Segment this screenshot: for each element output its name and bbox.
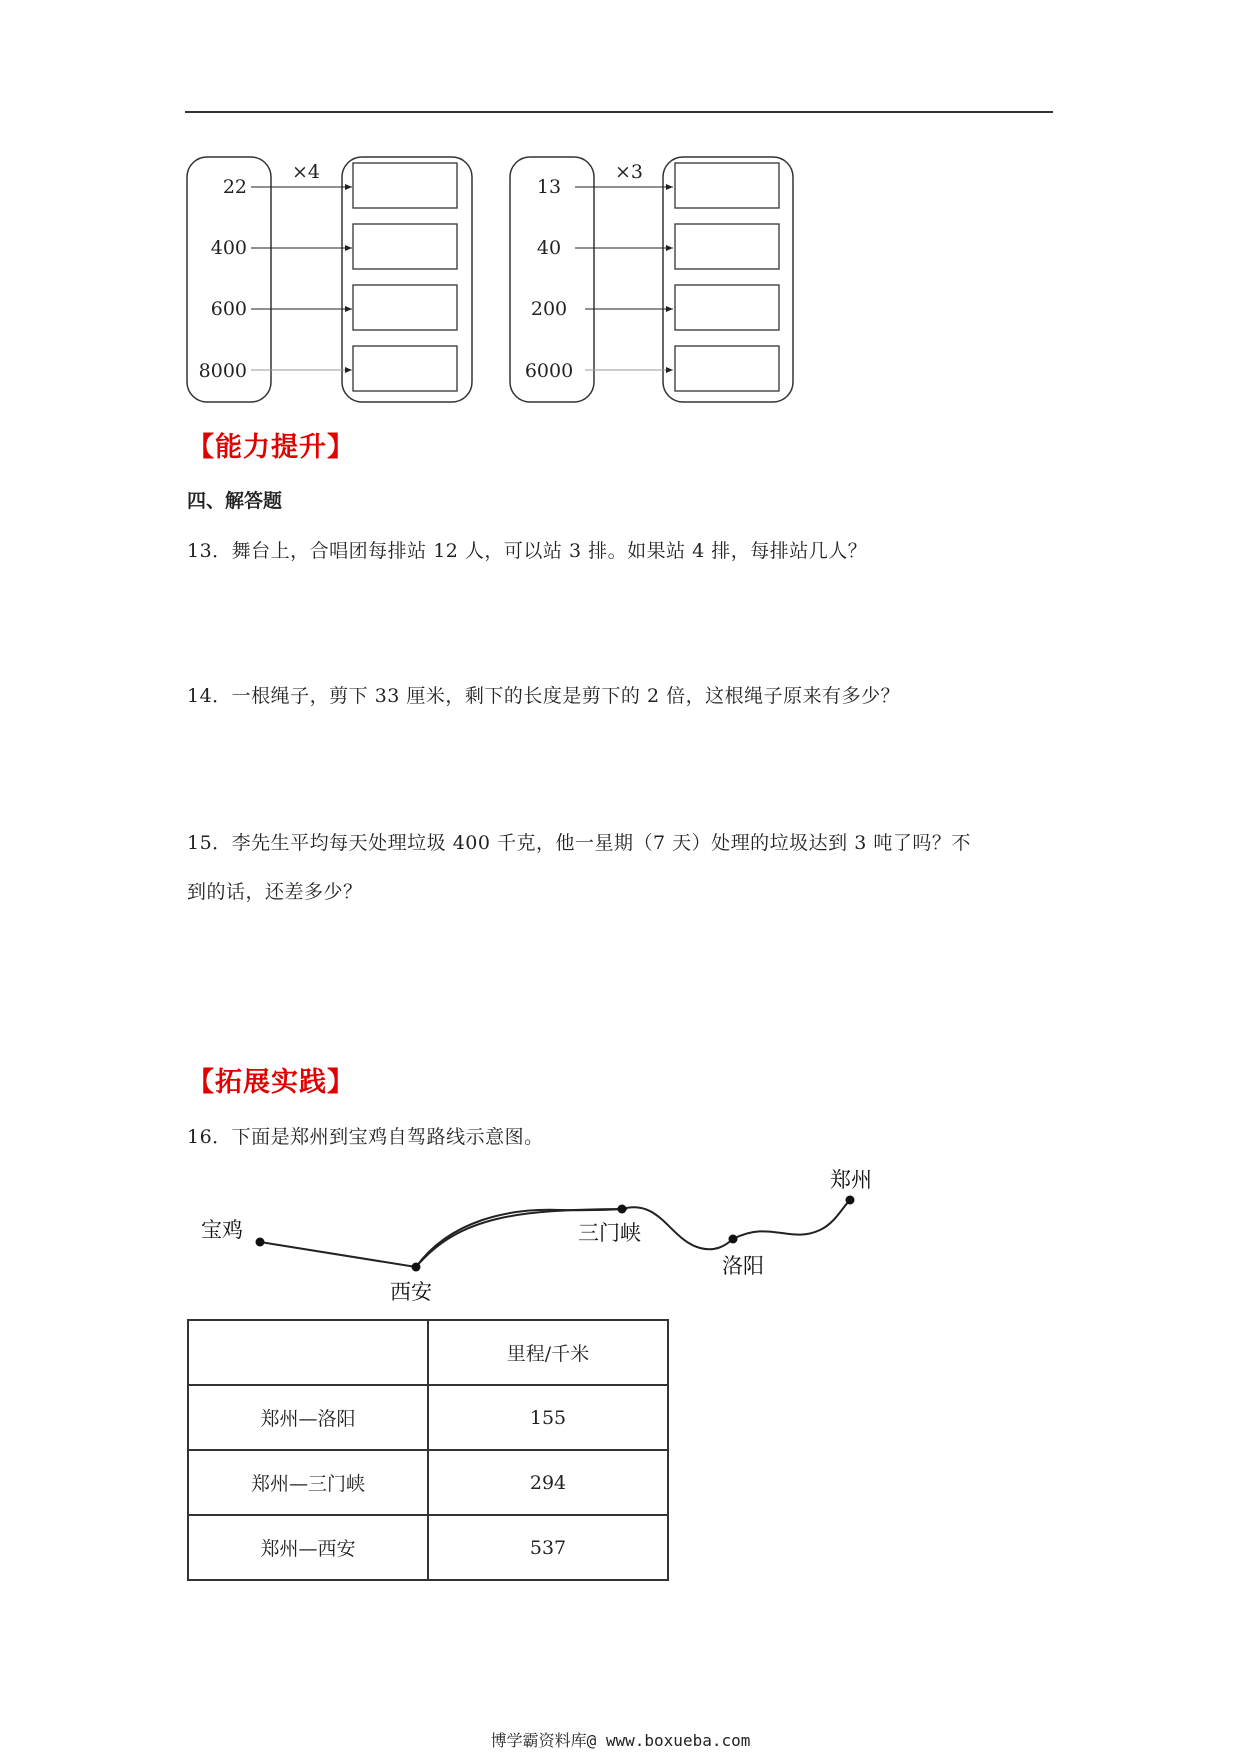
operator-label: ×4 bbox=[292, 161, 321, 183]
station-label-zhengzhou: 郑州 bbox=[830, 1168, 872, 1192]
table-cell bbox=[188, 1320, 428, 1385]
question-15-line-1: 15．李先生平均每天处理垃圾 400 千克，他一星期（7 天）处理的垃圾达到 3 吨了吗？不 bbox=[187, 832, 971, 854]
table-header-row bbox=[188, 1320, 668, 1385]
question-13: 13．舞台上，合唱团每排站 12 人，可以站 3 排。如果站 4 排，每排站几人？ bbox=[187, 540, 868, 562]
table-row bbox=[188, 1515, 668, 1580]
section-ability-title: 【能力提升】 bbox=[187, 432, 355, 463]
input-value: 22 bbox=[222, 176, 247, 198]
operator-label: ×3 bbox=[615, 161, 644, 183]
question-14: 14．一根绳子，剪下 33 厘米，剩下的长度是剪下的 2 倍，这根绳子原来有多少？ bbox=[187, 685, 901, 707]
table-cell: 郑州—洛阳 bbox=[188, 1385, 428, 1450]
distance-table bbox=[187, 1319, 669, 1581]
station-dot bbox=[618, 1205, 627, 1214]
table-row bbox=[188, 1450, 668, 1515]
input-value: 6000 bbox=[524, 360, 574, 382]
table-cell: 155 bbox=[428, 1385, 668, 1450]
page-footer: 博学霸资料库@ www.boxueba.com bbox=[490, 1731, 751, 1750]
answer-box bbox=[675, 163, 779, 208]
route-line bbox=[733, 1200, 850, 1239]
mapping-diagram-1 bbox=[187, 157, 472, 402]
table-cell: 里程/千米 bbox=[428, 1320, 668, 1385]
route-line bbox=[260, 1242, 416, 1267]
section-practice-title: 【拓展实践】 bbox=[187, 1067, 355, 1098]
question-16: 16．下面是郑州到宝鸡自驾路线示意图。 bbox=[187, 1126, 544, 1148]
station-dot bbox=[846, 1196, 855, 1205]
input-value: 600 bbox=[210, 298, 247, 320]
table-row bbox=[188, 1385, 668, 1450]
answer-box bbox=[675, 224, 779, 269]
table-cell: 537 bbox=[428, 1515, 668, 1580]
station-label-luoyang: 洛阳 bbox=[722, 1254, 764, 1278]
answer-box bbox=[353, 285, 457, 330]
input-value: 200 bbox=[530, 298, 568, 320]
input-value: 8000 bbox=[198, 360, 247, 382]
input-value: 13 bbox=[536, 176, 562, 198]
table-cell: 郑州—三门峡 bbox=[188, 1450, 428, 1515]
table-cell: 郑州—西安 bbox=[188, 1515, 428, 1580]
mapping-diagrams bbox=[0, 0, 1241, 420]
input-value: 400 bbox=[210, 237, 247, 259]
station-dot bbox=[729, 1235, 738, 1244]
mapping-diagram-2 bbox=[510, 157, 793, 402]
answer-box bbox=[353, 163, 457, 208]
answer-box bbox=[353, 224, 457, 269]
input-value: 40 bbox=[536, 237, 562, 259]
table-cell: 294 bbox=[428, 1450, 668, 1515]
station-label-baoji: 宝鸡 bbox=[201, 1218, 243, 1242]
part-four-title: 四、解答题 bbox=[187, 490, 283, 512]
answer-box bbox=[675, 285, 779, 330]
question-15-line-2: 到的话，还差多少？ bbox=[187, 881, 363, 903]
station-label-xian: 西安 bbox=[390, 1280, 432, 1304]
station-dot bbox=[412, 1263, 421, 1272]
route-map bbox=[0, 1160, 1241, 1310]
answer-box bbox=[675, 346, 779, 391]
answer-box bbox=[353, 346, 457, 391]
station-label-sanmenxia: 三门峡 bbox=[578, 1221, 641, 1245]
station-dot bbox=[256, 1238, 265, 1247]
